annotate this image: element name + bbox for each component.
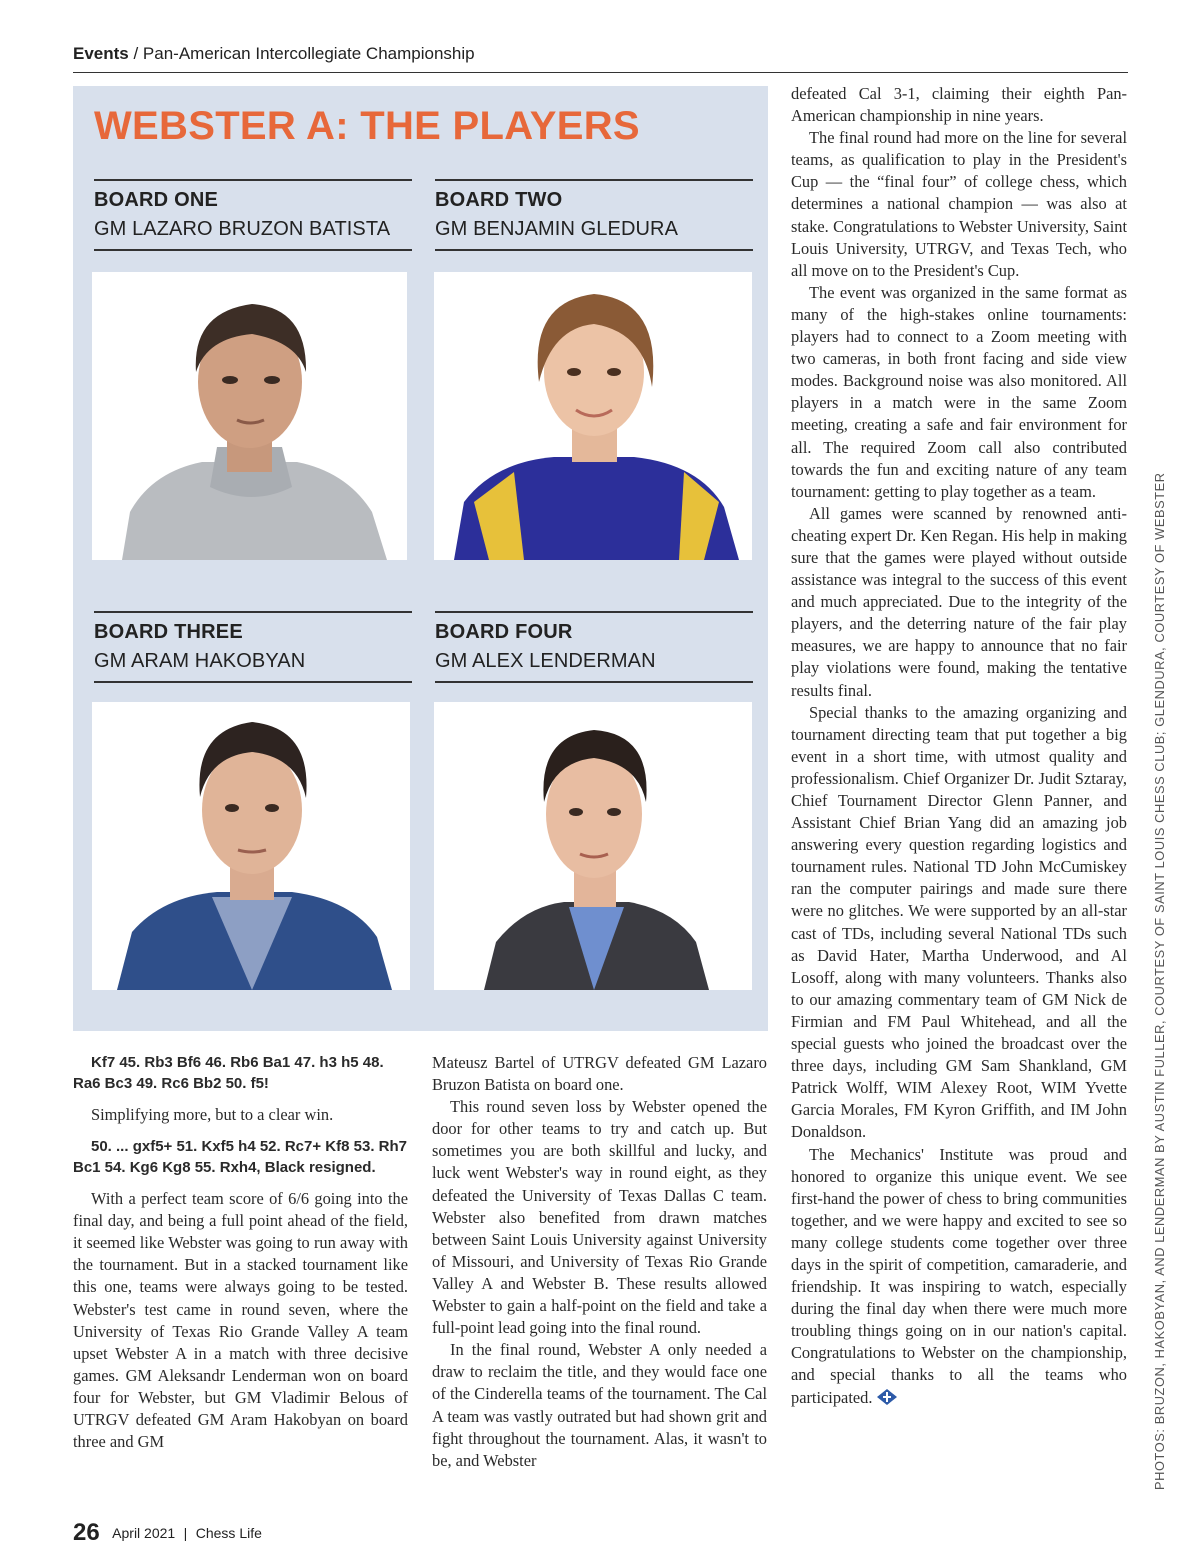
player-name: GM ARAM HAKOBYAN: [94, 650, 306, 672]
caption-rule: [94, 611, 412, 613]
body-paragraph: Mateusz Bartel of UTRGV defeated GM Lazaro Bruzon Batista on board one.: [432, 1053, 767, 1095]
panel-title: WEBSTER A: THE PLAYERS: [94, 104, 640, 148]
game-moves: Kf7 45. Rb3 Bf6 46. Rb6 Ba1 47. h3 h5 48. Ra6 Bc3 49. Rc6 Bb2 50. f5!: [73, 1054, 384, 1092]
board-label: BOARD ONE: [94, 189, 219, 211]
column-two: [432, 1052, 767, 1472]
section-label: Events: [73, 44, 129, 63]
header-rule: [73, 72, 1128, 73]
body-paragraph: The event was organized in the same format as many of the high-stakes online tournaments: players had to connect to a Zoom meeting with two cameras, in both front facing and side view modes. Background noise was also monitored. All players in a match were in the same Zoom meeting, creating a safe and fair environment for all. The required Zoom call also contributed towards the fun and exciting nature of any team tournament: getting to play together as a team.: [791, 282, 1127, 501]
player-name: GM ALEX LENDERMAN: [435, 650, 656, 672]
photo-credit: PHOTOS: BRUZON, HAKOBYAN, AND LENDERMAN BY AUSTIN FULLER, COURTESY OF SAINT LOUIS CHESS CLUB; GLENDURA, COURTESY OF WEBSTER: [1152, 472, 1167, 1490]
column-one: [73, 1052, 408, 1453]
closing-text: The Mechanics' Institute was proud and honored to organize this unique event. We see first-hand the power of chess to bring communities together, and we were happy and excited to see so many college students come together over three days in the spirit of competition, camaraderie, and friendship. It was inspiring to watch, especially during the final day when there were much more troubling things going on in our nation's capital. Congratulations to Webster on the championship, and special thanks to all the teams who participated.: [791, 1144, 1127, 1407]
column-three: [791, 83, 1127, 1409]
running-header: [73, 44, 1128, 64]
board-two-photo: [434, 272, 752, 560]
board-label: BOARD THREE: [94, 621, 243, 643]
body-paragraph: This round seven loss by Webster opened the door for other teams to try and catch up. But sometimes you are both skillful and lucky, and luck went Webster's way in round eight, as they defeated the University of Texas Dallas C team. Webster also benefited from drawn matches between Saint Louis University against University of Missouri, and University of Texas Rio Grande Valley A and Webster B. These results allowed Webster to gain a half-point on the field and take a full-point lead going into the final round.: [432, 1097, 767, 1338]
body-paragraph: In the final round, Webster A only needed a draw to reclaim the title, and they would face one of the Cinderella teams of the tournament. The Cal A team was vastly outrated but had shown grit and fight throughout the tournament. Alas, it wasn't to be, and Webster: [432, 1340, 767, 1470]
board-four-photo: [434, 702, 752, 990]
caption-rule: [94, 179, 412, 181]
caption-rule: [435, 249, 753, 251]
board-three-caption: [94, 611, 412, 683]
board-three-photo: [92, 702, 410, 990]
magazine-name: Chess Life: [195, 1525, 262, 1541]
board-two-caption: [435, 179, 753, 251]
board-one-caption: [94, 179, 412, 251]
page-footer: [73, 1519, 262, 1547]
board-four-caption: [435, 611, 753, 683]
board-label: BOARD FOUR: [435, 621, 573, 643]
player-name: GM LAZARO BRUZON BATISTA: [94, 218, 391, 240]
caption-rule: [435, 179, 753, 181]
game-moves: 50. ... gxf5+ 51. Kxf5 h4 52. Rc7+ Kf8 53. Rh7 Bc1 54. Kg6 Kg8 55. Rxh4, Black resigned.: [73, 1138, 407, 1177]
board-label: BOARD TWO: [435, 189, 563, 211]
footer-separator: |: [183, 1525, 188, 1541]
body-paragraph: All games were scanned by renowned anti-cheating expert Dr. Ken Regan. His help in making sure that the games were played without outside assistance was integral to the success of this event and much appreciated. Due to the integrity of the players, and the deterring nature of the fair play measures, we are happy to announce that no fair play violations were found, making the tentative results final.: [791, 503, 1127, 700]
body-paragraph: [791, 1144, 1127, 1409]
caption-rule: [94, 681, 412, 683]
game-comment: Simplifying more, but to a clear win.: [91, 1105, 334, 1124]
header-title: Pan-American Intercollegiate Championship: [142, 44, 475, 63]
body-paragraph: With a perfect team score of 6/6 going into the final day, and being a full point ahead of the field, it seemed like Webster was going to run away with the tournament. But in a stacked tournament like this one, teams were always going to be tested. Webster's test came in round seven, where the University of Texas Rio Grande Valley A team upset Webster A in a match with three decisive games. GM Aleksandr Lenderman won on board four for Webster, but GM Vladimir Belous of UTRGV defeated GM Aram Hakobyan on board three and GM: [73, 1189, 408, 1452]
body-paragraph: defeated Cal 3-1, claiming their eighth Pan-American championship in nine years.: [791, 84, 1127, 126]
board-one-photo: [92, 272, 407, 560]
issue-date: April 2021: [112, 1525, 176, 1541]
page-number: 26: [73, 1519, 100, 1546]
player-name: GM BENJAMIN GLEDURA: [435, 218, 679, 240]
end-mark-icon: [877, 1389, 897, 1405]
header-separator: /: [128, 44, 143, 63]
caption-rule: [435, 681, 753, 683]
caption-rule: [94, 249, 412, 251]
players-panel: [73, 86, 768, 1031]
body-paragraph: Special thanks to the amazing organizing and tournament directing team that put together a big event in a short time, with utmost quality and professionalism. Chief Organizer Dr. Judit Sztaray, Chief Tournament Director Glenn Panner, and Assistant Chief Brian Yang did an amazing job answering every question regarding logistics and tournament rules. National TD John McCumiskey ran the computer pairings and made sure there were no glitches. We were supported by an all-star cast of TDs, including several National TDs such as David Hater, Martha Underwood, and Al Losoff, along with many volunteers. Thanks also to our amazing commentary team of GM Nick de Firmian and FM Paul Whitehead, and all the special guests who joined the broadcast over the three days, including GM Sam Shankland, GM Patrick Wolff, WIM Alexey Root, WIM Yvette Garcia Morales, FM Kyron Griffith, and IM John Donaldson.: [791, 702, 1127, 1142]
caption-rule: [435, 611, 753, 613]
body-paragraph: The final round had more on the line for several teams, as qualification to play in the President's Cup — the “final four” of college chess, which determines a national champion — was also at stake. Congratulations to Webster University, Saint Louis University, UTRGV, and Texas Tech, who all move on to the President's Cup.: [791, 128, 1127, 280]
